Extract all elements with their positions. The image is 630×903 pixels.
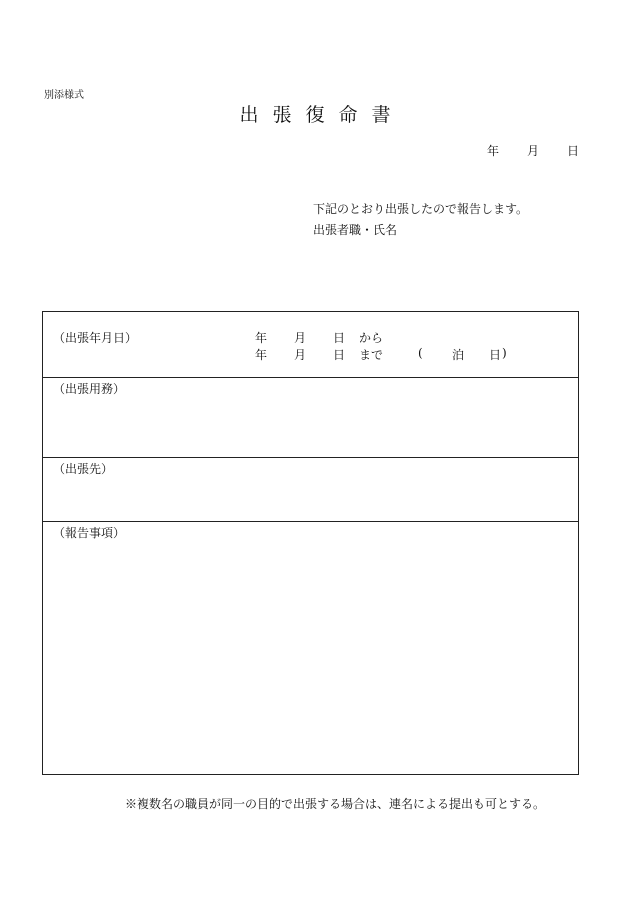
end-month-label: 月 — [294, 348, 307, 362]
nights-label: 泊 — [452, 348, 465, 362]
trip-period-label: （出張年月日） — [53, 331, 138, 345]
date-day-label: 日 — [567, 144, 580, 158]
report-form-table — [42, 311, 579, 775]
date-year-label: 年 — [487, 144, 500, 158]
business-purpose-label: （出張用務） — [53, 382, 126, 396]
start-day-label: 日 — [333, 331, 346, 345]
start-suffix-label: から — [359, 331, 384, 345]
date-month-label: 月 — [527, 144, 540, 158]
report-statement: 下記のとおり出張したので報告します。 — [313, 202, 529, 216]
row-divider — [43, 457, 578, 458]
start-year-label: 年 — [255, 331, 268, 345]
form-label: 別添様式 — [44, 90, 84, 101]
nights-close-paren: ) — [502, 346, 507, 360]
footnote: ※複数名の職員が同一の目的で出張する場合は、連名による提出も可とする。 — [125, 797, 546, 811]
report-items-label: （報告事項） — [53, 526, 126, 540]
days-label: 日 — [489, 348, 502, 362]
end-day-label: 日 — [333, 348, 346, 362]
reporter-name-label: 出張者職・氏名 — [313, 223, 398, 237]
end-suffix-label: まで — [359, 348, 384, 362]
row-divider — [43, 377, 578, 378]
row-divider — [43, 521, 578, 522]
start-month-label: 月 — [294, 331, 307, 345]
destination-label: （出張先） — [53, 462, 114, 476]
end-year-label: 年 — [255, 348, 268, 362]
nights-open-paren: ( — [418, 346, 423, 360]
document-title: 出張復命書 — [239, 104, 405, 126]
